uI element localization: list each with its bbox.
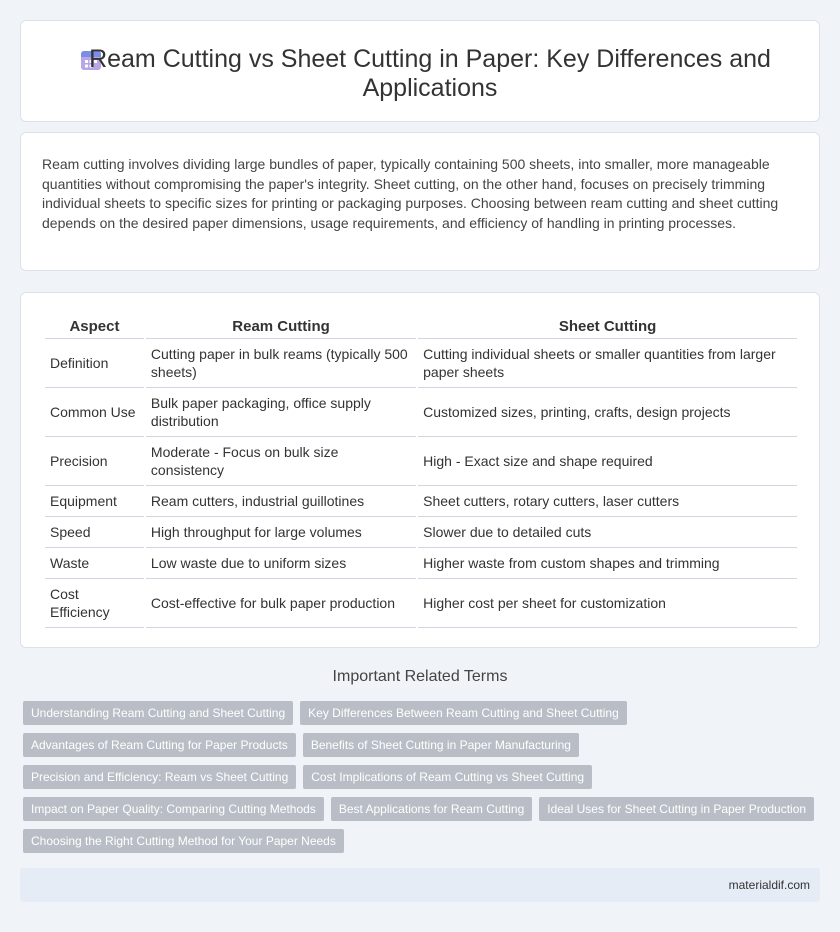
tag-row	[23, 765, 823, 789]
table-row	[45, 437, 797, 486]
related-term-tag[interactable]: Benefits of Sheet Cutting in Paper Manufacturing	[303, 733, 579, 757]
header-aspect: Aspect	[45, 314, 144, 339]
table-cell-aspect: Waste	[45, 548, 144, 579]
table-row	[45, 517, 797, 548]
intro-card	[20, 132, 820, 271]
table-row	[45, 548, 797, 579]
tag-row	[23, 797, 823, 821]
header-card	[20, 20, 820, 122]
table-row	[45, 388, 797, 437]
table-cell: Cutting individual sheets or smaller quantities from larger paper sheets	[418, 339, 797, 388]
tag-row	[23, 829, 823, 853]
table-cell: Customized sizes, printing, crafts, design projects	[418, 388, 797, 437]
related-terms-title: Important Related Terms	[332, 668, 508, 685]
table-cell: Higher waste from custom shapes and trimming	[418, 548, 797, 579]
table-row	[45, 579, 797, 628]
table-cell-aspect: Definition	[45, 339, 144, 388]
table-cell: Ream cutters, industrial guillotines	[146, 486, 416, 517]
table-header-row	[45, 314, 797, 339]
tag-row	[23, 733, 823, 757]
table-cell-aspect: Common Use	[45, 388, 144, 437]
table-cell: High - Exact size and shape required	[418, 437, 797, 486]
table-row	[45, 486, 797, 517]
table-row	[45, 339, 797, 388]
related-term-tag[interactable]: Understanding Ream Cutting and Sheet Cutting	[23, 701, 293, 725]
related-terms-list	[23, 701, 823, 861]
table-cell: Sheet cutters, rotary cutters, laser cutters	[418, 486, 797, 517]
table-cell-aspect: Equipment	[45, 486, 144, 517]
related-term-tag[interactable]: Cost Implications of Ream Cutting vs Sheet Cutting	[303, 765, 592, 789]
table-cell: Low waste due to uniform sizes	[146, 548, 416, 579]
related-term-tag[interactable]: Precision and Efficiency: Ream vs Sheet Cutting	[23, 765, 296, 789]
page-title: Ream Cutting vs Sheet Cutting in Paper: Key Differences and Applications	[89, 45, 771, 102]
tag-row	[23, 701, 823, 725]
table-cell: High throughput for large volumes	[146, 517, 416, 548]
table-cell: Cutting paper in bulk reams (typically 500 sheets)	[146, 339, 416, 388]
table-cell-aspect: Speed	[45, 517, 144, 548]
comparison-table	[43, 314, 799, 628]
intro-paragraph: Ream cutting involves dividing large bundles of paper, typically containing 500 sheets, into smaller, more manageable quantities without compromising the paper's integrity. Sheet cutting, on the other hand, focuses on precisely trimming individual sheets to specific sizes for printing or packaging purposes. Choosing between ream cutting and sheet cutting depends on the desired paper dimensions, usage requirements, and efficiency of handling in printing processes.	[42, 156, 779, 231]
table-cell: Slower due to detailed cuts	[418, 517, 797, 548]
table-cell: Cost-effective for bulk paper production	[146, 579, 416, 628]
table-cell-aspect: Precision	[45, 437, 144, 486]
header-ream-cutting: Ream Cutting	[146, 314, 416, 339]
related-term-tag[interactable]: Best Applications for Ream Cutting	[331, 797, 532, 821]
related-term-tag[interactable]: Advantages of Ream Cutting for Paper Products	[23, 733, 296, 757]
footer-site-link[interactable]: materialdif.com	[728, 878, 810, 892]
footer	[20, 868, 820, 902]
related-term-tag[interactable]: Choosing the Right Cutting Method for Your Paper Needs	[23, 829, 344, 853]
table-cell: Higher cost per sheet for customization	[418, 579, 797, 628]
related-term-tag[interactable]: Key Differences Between Ream Cutting and Sheet Cutting	[300, 701, 627, 725]
related-term-tag[interactable]: Ideal Uses for Sheet Cutting in Paper Production	[539, 797, 814, 821]
related-term-tag[interactable]: Impact on Paper Quality: Comparing Cutting Methods	[23, 797, 324, 821]
table-cell-aspect: Cost Efficiency	[45, 579, 144, 628]
comparison-card	[20, 292, 820, 648]
table-cell: Moderate - Focus on bulk size consistency	[146, 437, 416, 486]
table-cell: Bulk paper packaging, office supply distribution	[146, 388, 416, 437]
header-sheet-cutting: Sheet Cutting	[418, 314, 797, 339]
